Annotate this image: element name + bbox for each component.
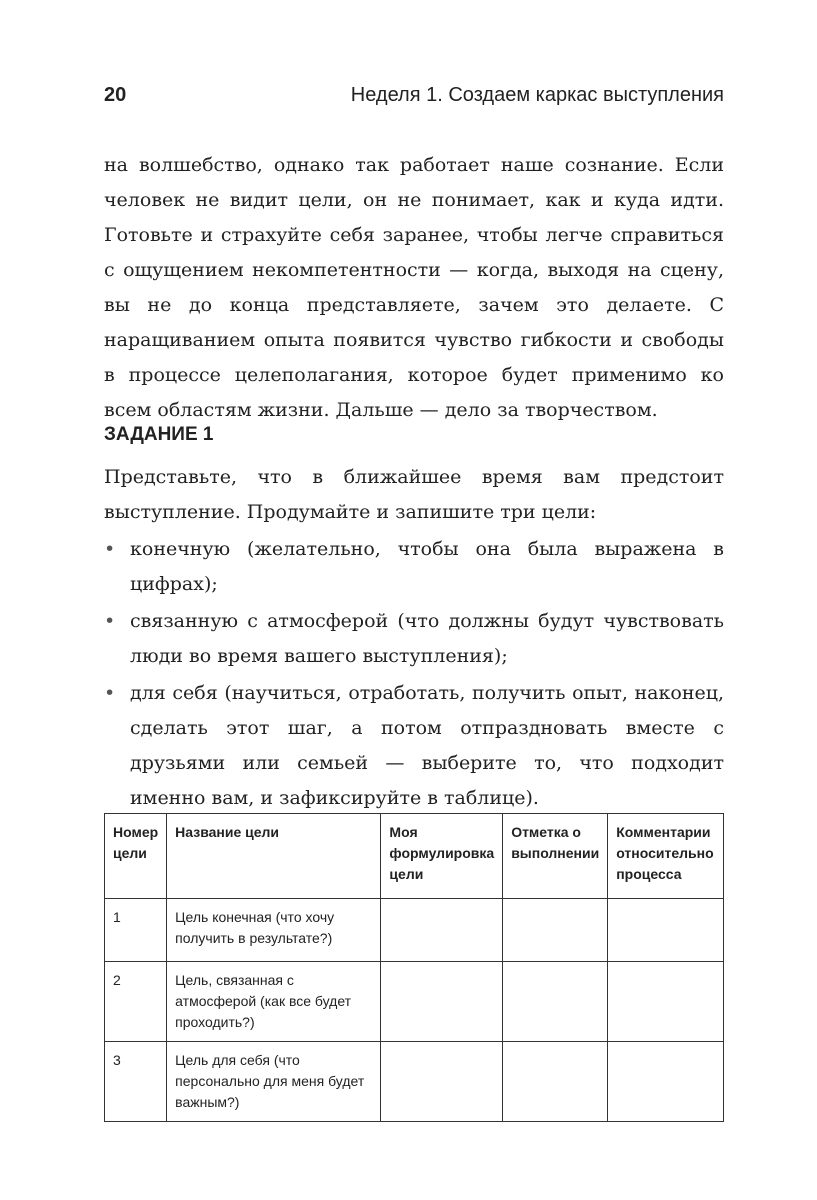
bullet-icon: •	[104, 682, 116, 704]
list-item	[104, 604, 724, 674]
goal-number-cell: 1	[105, 899, 167, 962]
bullet-text: для себя (научиться, отработать, получить опыт, наконец, сделать этот шаг, а потом отпраздновать вместе с друзьями или семьей — выберите то, что подходит именно вам, и зафиксируйте в таблице).	[130, 682, 724, 809]
goal-number-cell: 2	[105, 962, 167, 1042]
bullet-text: связанную с атмосферой (что должны будут чувствовать люди во время вашего выступления);	[130, 610, 724, 667]
my-wording-cell	[381, 962, 503, 1042]
completion-cell	[503, 899, 608, 962]
task-intro: Представьте, что в ближайшее время вам предстоит выступление. Продумайте и запишите три цели:	[104, 466, 724, 523]
goal-name-cell: Цель конечная (что хочу получить в результате?)	[167, 899, 381, 962]
column-header-number: Номер цели	[105, 814, 167, 899]
my-wording-cell	[381, 899, 503, 962]
comments-cell	[608, 899, 724, 962]
goal-bullet-list	[104, 532, 724, 818]
table-row	[105, 899, 724, 962]
page-number: 20	[104, 84, 127, 106]
page-header	[104, 84, 724, 114]
column-header-my-wording: Моя формулировка цели	[381, 814, 503, 899]
comments-cell	[608, 1042, 724, 1122]
goal-name-cell: Цель, связанная с атмосферой (как все будет проходить?)	[167, 962, 381, 1042]
running-title: Неделя 1. Создаем каркас выступления	[350, 84, 724, 106]
column-header-comments: Комментарии относительно процесса	[608, 814, 724, 899]
table-row	[105, 1042, 724, 1122]
comments-cell	[608, 962, 724, 1042]
bullet-icon: •	[104, 538, 116, 560]
goal-number-cell: 3	[105, 1042, 167, 1122]
completion-cell	[503, 962, 608, 1042]
goals-table	[104, 813, 724, 1122]
table-header-row	[105, 814, 724, 899]
list-item	[104, 676, 724, 816]
bullet-text: конечную (желательно, чтобы она была выражена в цифрах);	[130, 538, 724, 595]
table-row	[105, 962, 724, 1042]
completion-cell	[503, 1042, 608, 1122]
task-heading: ЗАДАНИЕ 1	[104, 424, 214, 445]
bullet-icon: •	[104, 610, 116, 632]
column-header-goal-name: Название цели	[167, 814, 381, 899]
goal-name-cell: Цель для себя (что персонально для меня будет важным?)	[167, 1042, 381, 1122]
column-header-completion: Отметка о выполнении	[503, 814, 608, 899]
my-wording-cell	[381, 1042, 503, 1122]
body-paragraph: на волшебство, однако так работает наше сознание. Если человек не видит цели, он не понимает, как и куда идти. Готовьте и страхуйте себя заранее, чтобы легче справиться с ощущением некомпетентности — когда, выходя на сцену, вы не до конца представляете, зачем это делаете. С наращиванием опыта появится чувство гибкости и свободы в процессе целеполагания, которое будет применимо ко всем областям жизни. Дальше — дело за творчеством.	[104, 154, 724, 421]
list-item	[104, 532, 724, 602]
